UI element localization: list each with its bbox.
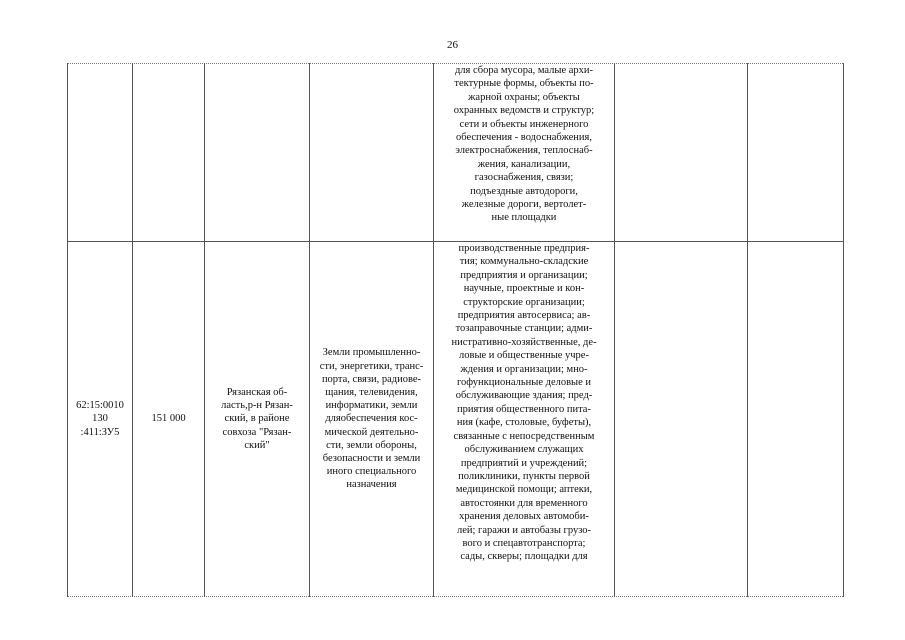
cadastral-number: 62:15:0010 130 :411:ЗУ5: [76, 400, 124, 438]
land-category-cell: [310, 242, 433, 596]
empty-column-cell: [615, 64, 747, 596]
area-value: 151 000: [151, 413, 186, 425]
permitted-use-cell: производственные предприя- тия; коммунально-складские предприятия и организации; научные, проектные и кон- структорские организации; предприятия автосервиса; ав- тозаправочные станции; адми- нистративно-хозяйственные, де- ловые и общественные учре- ждения и организации; мно- гофункциональные деловые и обслуживающие здания; пред- приятия общественного пита- ния (кафе, столовые, буфеты), связанные с непосредственным обслуживанием служащих предприятий и учреждений; поликлиники, пункты первой медицинской помощи; аптеки, автостоянки для временного хранения деловых автомоби- лей; гаражи и автобазы грузо- вого и спецавтотранспорта; сады, скверы; площадки для: [451, 243, 597, 563]
land-category-text: Земли промышленно- сти, энергетики, транс- порта, связи, радиове- щания, телевидения, информатики, земли дляобеспечения кос- мической деятельно- сти, земли обороны, безопасности и земли иного специального назначения: [319, 347, 424, 491]
page-number: 26: [447, 39, 458, 51]
column-border: [843, 63, 844, 597]
location-cell: [205, 242, 309, 596]
area-cell: [133, 242, 204, 596]
location-text: Рязанская об- ласть,р-н Рязан- ский, в районе совхоза "Рязан- ский": [221, 386, 293, 451]
empty-column-cell: [748, 64, 843, 596]
permitted-use-cell-continued: для сбора мусора, малые архи- тектурные формы, объекты по- жарной охраны; объекты охранных ведомств и структур; сети и объекты инженерного обеспечения - водоснабжения, электроснабжения, теплоснаб- жения, канализации, газоснабжения, связи; подъездные автодороги, железные дороги, вертолет- ные площадки: [453, 65, 595, 224]
cadastral-number-cell: [68, 242, 132, 596]
table-bottom-border: [67, 596, 843, 597]
